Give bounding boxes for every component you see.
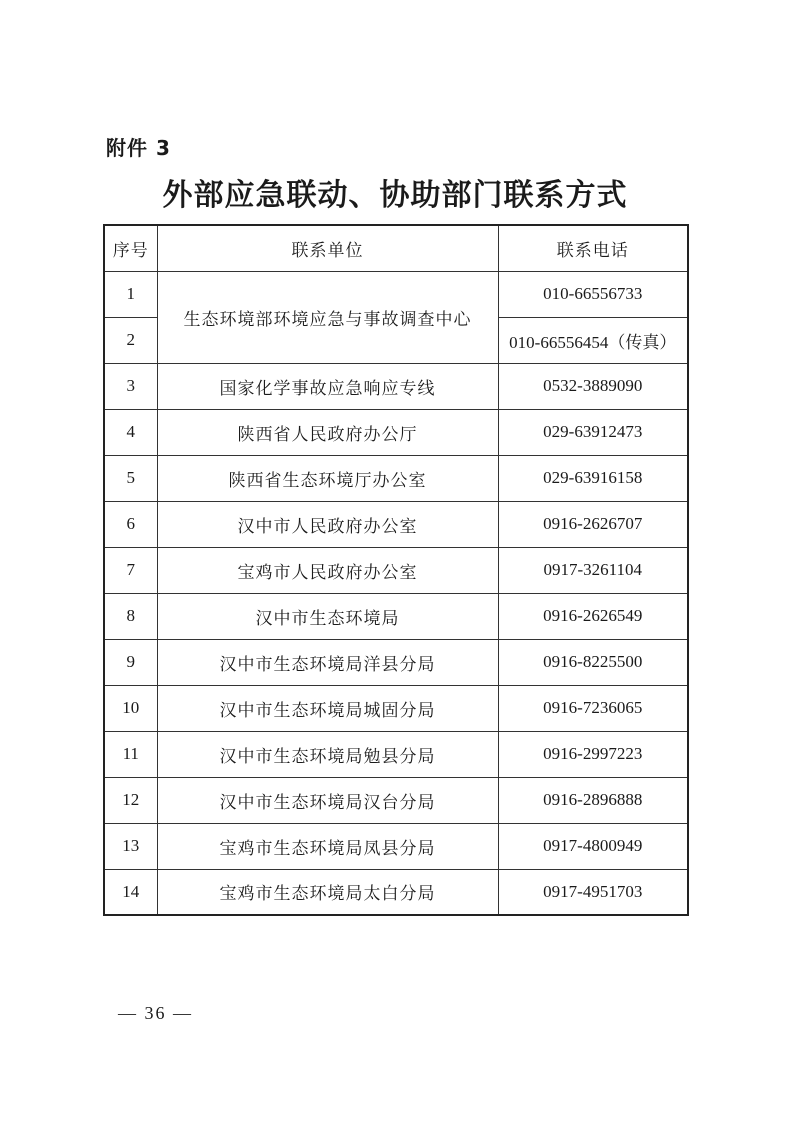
row-seq: 7 bbox=[104, 547, 157, 593]
table-row bbox=[104, 777, 688, 823]
row-unit: 汉中市生态环境局城固分局 bbox=[157, 685, 498, 731]
column-header-unit: 联系单位 bbox=[157, 225, 498, 271]
table-header-row bbox=[104, 225, 688, 271]
row-seq: 13 bbox=[104, 823, 157, 869]
table-row bbox=[104, 271, 688, 317]
row-seq: 1 bbox=[104, 271, 157, 317]
row-unit: 宝鸡市生态环境局太白分局 bbox=[157, 869, 498, 915]
document-title: 外部应急联动、协助部门联系方式 bbox=[162, 178, 628, 213]
row-phone: 0916-2626707 bbox=[498, 501, 688, 547]
row-phone: 0532-3889090 bbox=[498, 363, 688, 409]
row-seq: 4 bbox=[104, 409, 157, 455]
table-row bbox=[104, 455, 688, 501]
row-unit: 汉中市生态环境局 bbox=[157, 593, 498, 639]
row-phone: 0917-4800949 bbox=[498, 823, 688, 869]
row-unit: 汉中市生态环境局勉县分局 bbox=[157, 731, 498, 777]
table-row bbox=[104, 639, 688, 685]
row-seq: 14 bbox=[104, 869, 157, 915]
row-unit: 陕西省人民政府办公厅 bbox=[157, 409, 498, 455]
row-phone: 029-63916158 bbox=[498, 455, 688, 501]
table-row bbox=[104, 869, 688, 915]
row-phone: 0917-4951703 bbox=[498, 869, 688, 915]
page-number: — 36 — bbox=[118, 1003, 193, 1023]
table-row bbox=[104, 685, 688, 731]
column-header-seq: 序号 bbox=[104, 225, 157, 271]
row-unit: 汉中市生态环境局洋县分局 bbox=[157, 639, 498, 685]
row-phone: 0916-8225500 bbox=[498, 639, 688, 685]
table-row bbox=[104, 593, 688, 639]
row-phone: 0916-7236065 bbox=[498, 685, 688, 731]
row-unit: 宝鸡市人民政府办公室 bbox=[157, 547, 498, 593]
row-unit: 陕西省生态环境厅办公室 bbox=[157, 455, 498, 501]
row-seq: 5 bbox=[104, 455, 157, 501]
row-phone: 0917-3261104 bbox=[498, 547, 688, 593]
row-phone: 0916-2997223 bbox=[498, 731, 688, 777]
row-seq: 11 bbox=[104, 731, 157, 777]
table-row bbox=[104, 501, 688, 547]
row-seq: 2 bbox=[104, 317, 157, 363]
row-seq: 9 bbox=[104, 639, 157, 685]
row-unit: 生态环境部环境应急与事故调查中心 bbox=[157, 271, 498, 363]
row-phone: 0916-2626549 bbox=[498, 593, 688, 639]
table-row bbox=[104, 409, 688, 455]
row-unit: 汉中市生态环境局汉台分局 bbox=[157, 777, 498, 823]
row-seq: 3 bbox=[104, 363, 157, 409]
column-header-phone: 联系电话 bbox=[498, 225, 688, 271]
row-unit: 宝鸡市生态环境局凤县分局 bbox=[157, 823, 498, 869]
row-seq: 8 bbox=[104, 593, 157, 639]
row-seq: 6 bbox=[104, 501, 157, 547]
contacts-table bbox=[103, 224, 689, 916]
row-phone: 010-66556454（传真） bbox=[498, 317, 688, 363]
table-row bbox=[104, 823, 688, 869]
table-row bbox=[104, 363, 688, 409]
table-row bbox=[104, 731, 688, 777]
row-phone: 029-63912473 bbox=[498, 409, 688, 455]
row-phone: 010-66556733 bbox=[498, 271, 688, 317]
row-unit: 国家化学事故应急响应专线 bbox=[157, 363, 498, 409]
table-row bbox=[104, 547, 688, 593]
row-seq: 12 bbox=[104, 777, 157, 823]
row-phone: 0916-2896888 bbox=[498, 777, 688, 823]
row-seq: 10 bbox=[104, 685, 157, 731]
attachment-label: 附件 3 bbox=[106, 136, 171, 160]
row-unit: 汉中市人民政府办公室 bbox=[157, 501, 498, 547]
